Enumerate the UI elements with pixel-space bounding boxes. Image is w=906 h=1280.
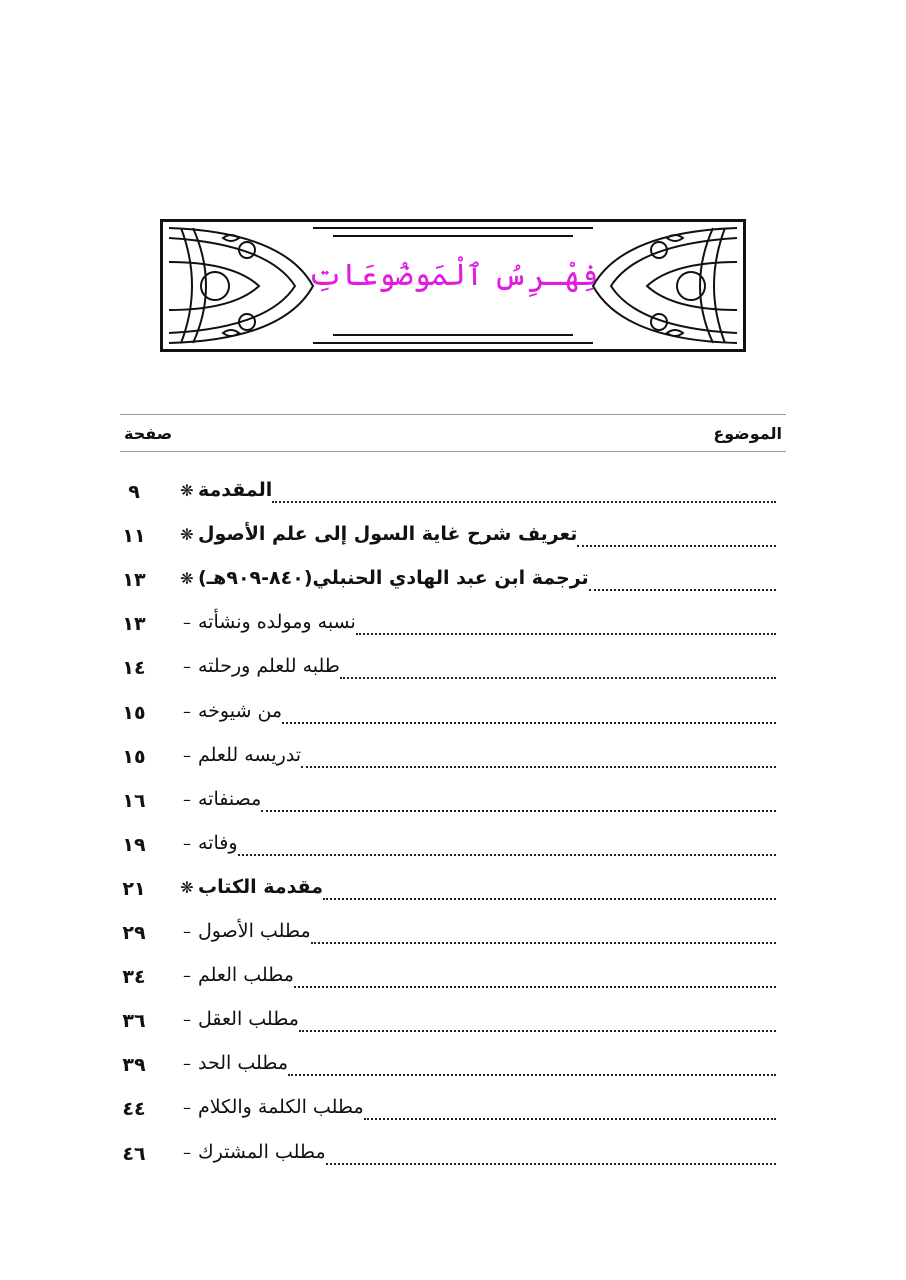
toc-entry-line: [168, 744, 784, 774]
toc-page-number: ١٣: [122, 613, 146, 636]
toc-entry: [0, 1002, 906, 1046]
toc-page-number: ٩: [128, 481, 140, 503]
toc-entry: [0, 605, 906, 649]
toc-entry-line: [168, 479, 784, 509]
dash-bullet-icon: –: [183, 701, 191, 721]
toc-entry-line: [168, 964, 784, 994]
toc-entry: [0, 517, 906, 561]
dash-bullet-icon: –: [183, 1054, 191, 1074]
dash-bullet-icon: –: [183, 1010, 191, 1030]
toc-entry-title: نسبه ومولده ونشأته: [198, 611, 356, 634]
toc-entry-title: المقدمة: [198, 479, 273, 501]
toc-page-number: ٤٤: [122, 1098, 146, 1121]
dot-leader: [238, 854, 776, 856]
toc-page-number: ١٥: [122, 745, 146, 768]
dot-leader: [301, 766, 776, 768]
toc-entry-title: مطلب الكلمة والكلام: [198, 1096, 364, 1119]
toc-entry-line: [168, 567, 784, 597]
dot-leader: [261, 810, 776, 812]
toc-entry-line: [168, 1052, 784, 1082]
asterisk-bullet-icon: ❋: [180, 525, 194, 545]
header-rule-bottom: [120, 451, 786, 452]
dash-bullet-icon: –: [183, 833, 191, 853]
toc-entry-line: [168, 700, 784, 730]
dot-leader: [326, 1163, 776, 1165]
toc-entry-line: [168, 655, 784, 685]
dash-bullet-icon: –: [183, 745, 191, 765]
toc-page-number: ١٦: [122, 789, 146, 812]
toc-entry: [0, 958, 906, 1002]
toc-entry-line: [168, 1008, 784, 1038]
toc-entry-line: [168, 876, 784, 906]
toc-page-number: ١٣: [122, 569, 146, 592]
toc-entry-line: [168, 1141, 784, 1171]
dash-bullet-icon: –: [183, 966, 191, 986]
dot-leader: [340, 677, 776, 679]
toc-entry-title: مطلب المشترك: [198, 1140, 326, 1163]
toc-entry: [0, 694, 906, 738]
toc-entry-title: تعريف شرح غاية السول إلى علم الأصول: [198, 523, 578, 546]
toc-entry-title: مطلب العلم: [198, 964, 294, 987]
dot-leader: [577, 545, 776, 547]
toc-entry-title: طلبه للعلم ورحلته: [198, 655, 340, 678]
dot-leader: [288, 1074, 776, 1076]
toc-entry-title: ترجمة ابن عبد الهادي الحنبلي(٨٤٠-٩٠٩هـ): [198, 567, 589, 590]
asterisk-bullet-icon: ❋: [180, 569, 194, 589]
toc-entry-line: [168, 611, 784, 641]
dash-bullet-icon: –: [183, 1142, 191, 1162]
column-header-page: صفحة: [124, 424, 173, 443]
dot-leader: [272, 501, 776, 503]
dot-leader: [323, 898, 776, 900]
toc-entry-title: من شيوخه: [198, 699, 283, 722]
toc-entry: [0, 473, 906, 517]
dash-bullet-icon: –: [183, 657, 191, 677]
toc-page-number: ١١: [122, 525, 146, 548]
toc-entry-title: مطلب العقل: [198, 1008, 299, 1031]
dash-bullet-icon: –: [183, 613, 191, 633]
dot-leader: [299, 1030, 776, 1032]
dash-bullet-icon: –: [183, 922, 191, 941]
toc-entry-line: [168, 920, 784, 950]
column-header-topic: الموضوع: [713, 424, 782, 443]
toc-page-number: ١٥: [122, 701, 146, 724]
toc-entry: [0, 914, 906, 958]
header-rule-top: [120, 414, 786, 415]
toc-entry-title: مصنفاته: [198, 787, 262, 810]
toc-entry: [0, 1135, 906, 1179]
dot-leader: [589, 589, 776, 591]
toc-entry-title: وفاته: [198, 831, 238, 854]
toc-page-number: ٣٤: [122, 966, 146, 989]
toc-entry-title: مطلب الأصول: [198, 920, 311, 942]
toc-page-number: ٤٦: [122, 1142, 146, 1165]
toc-entry-title: مطلب الحد: [198, 1052, 289, 1075]
toc-page-number: ١٤: [122, 657, 146, 680]
toc-entry-line: [168, 832, 784, 862]
dot-leader: [282, 722, 776, 724]
toc-entry-line: [168, 788, 784, 818]
toc-entry: [0, 649, 906, 693]
toc-entry-line: [168, 523, 784, 553]
toc-entry: [0, 870, 906, 914]
toc-entry: [0, 561, 906, 605]
toc-page-number: ٣٦: [122, 1010, 146, 1033]
toc-page-number: ١٩: [122, 833, 146, 856]
toc-entry: [0, 1046, 906, 1090]
page-title: فِهْـرِسُ ٱلْمَوضُوعَاتِ: [307, 258, 599, 293]
toc-page-number: ٣٩: [122, 1054, 146, 1077]
dot-leader: [294, 986, 776, 988]
toc-page-number: ٢١: [122, 877, 146, 900]
asterisk-bullet-icon: ❋: [180, 481, 194, 500]
toc-entry-title: مقدمة الكتاب: [198, 875, 323, 898]
toc-entry-line: [168, 1096, 784, 1126]
dot-leader: [356, 633, 776, 635]
toc-entry: [0, 738, 906, 782]
asterisk-bullet-icon: ❋: [180, 877, 194, 897]
toc-entry: [0, 1090, 906, 1134]
dash-bullet-icon: –: [183, 789, 191, 809]
toc-entry: [0, 826, 906, 870]
dot-leader: [364, 1118, 776, 1120]
dash-bullet-icon: –: [183, 1098, 191, 1118]
title-ornament-frame: [160, 219, 746, 352]
toc-entry-title: تدريسه للعلم: [198, 743, 302, 766]
toc-page-number: ٢٩: [122, 922, 146, 944]
toc-entry: [0, 782, 906, 826]
dot-leader: [311, 942, 776, 944]
